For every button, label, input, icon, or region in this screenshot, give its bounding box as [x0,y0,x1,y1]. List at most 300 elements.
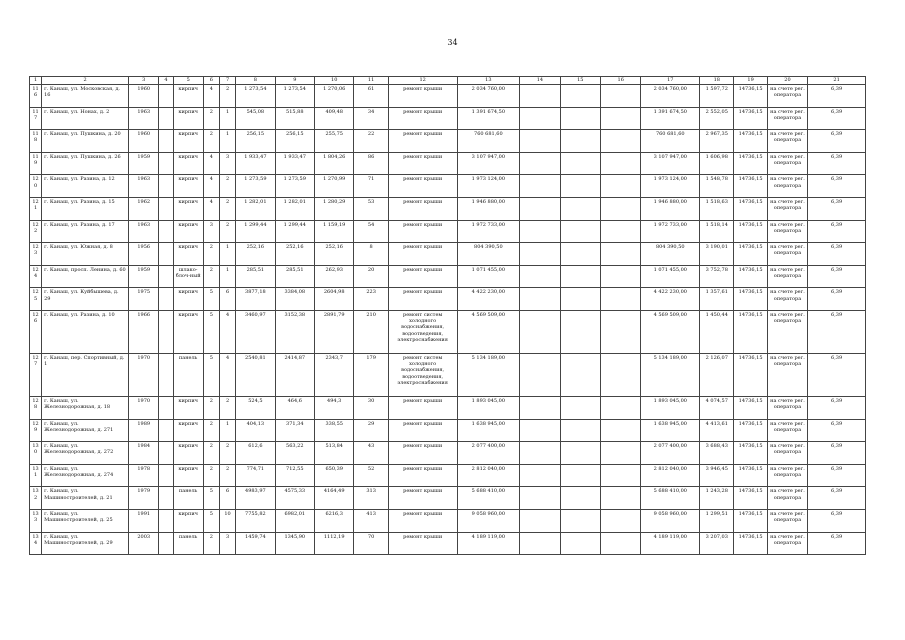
total-cost-cell: 1 071 455,00 [641,265,700,288]
owned-area-cell: 1 270,99 [315,175,354,198]
cost-limit-cell: 14736,15 [734,107,767,130]
unit-cost-cell: 3 946,45 [700,464,734,487]
fund-method-cell: на счете рег. оператора [767,85,807,108]
total-area-cell: 545,08 [236,107,275,130]
work-type-cell: ремонт крыши [388,288,457,311]
table-row [30,442,866,465]
entrances-cell: 2 [219,442,235,465]
total-cost-cell: 1 893 045,00 [641,396,700,419]
entrances-cell: 2 [219,175,235,198]
column-number-5: 5 [173,77,203,85]
wall-material-cell: кирпич [173,152,203,175]
unit-cost-cell: 1 518,63 [700,197,734,220]
column-number-7: 7 [219,77,235,85]
owned-area-cell: 262,93 [315,265,354,288]
row-number-cell: 127 [30,353,42,396]
row-number-cell: 121 [30,197,42,220]
owned-area-cell: 1112,19 [315,532,354,555]
col-16-cell [601,353,641,396]
fund-method-cell: на счете рег. оператора [767,419,807,442]
row-number-cell: 128 [30,396,42,419]
fund-method-cell: на счете рег. оператора [767,464,807,487]
col-16-cell [601,442,641,465]
cost-limit-cell: 14736,15 [734,509,767,532]
work-type-cell: ремонт крыши [388,487,457,510]
owned-area-cell: 650,39 [315,464,354,487]
unit-cost-cell: 1 243,28 [700,487,734,510]
year-built-cell: 1956 [129,243,159,266]
owned-area-cell: 252,16 [315,243,354,266]
residents-cell: 53 [354,197,388,220]
unit-cost-cell: 1 597,72 [700,85,734,108]
total-cost-cell: 5 688 410,00 [641,487,700,510]
work-type-cell: ремонт крыши [388,532,457,555]
cost-limit-cell: 14736,15 [734,175,767,198]
wall-material-cell: кирпич [173,464,203,487]
owned-area-cell: 1 159,19 [315,220,354,243]
living-area-cell: 515,88 [275,107,314,130]
residents-cell: 86 [354,152,388,175]
residents-cell: 20 [354,265,388,288]
cost-limit-cell: 14736,15 [734,197,767,220]
col-16-cell [601,419,641,442]
col-21-cell: 6,39 [808,220,866,243]
page-number: 34 [447,38,458,47]
col-4-cell [159,532,173,555]
work-type-cell: ремонт крыши [388,85,457,108]
wall-material-cell: кирпич [173,85,203,108]
floors-cell: 2 [203,265,219,288]
living-area-cell: 252,16 [275,243,314,266]
col-4-cell [159,175,173,198]
fund-method-cell: на счете рег. оператора [767,197,807,220]
owned-area-cell: 255,75 [315,130,354,153]
wall-material-cell: кирпич [173,243,203,266]
entrances-cell: 1 [219,265,235,288]
col-4-cell [159,107,173,130]
column-number-8: 8 [236,77,275,85]
unit-cost-cell: 1 606,98 [700,152,734,175]
unit-cost-cell: 1 299,51 [700,509,734,532]
column-number-2: 2 [42,77,129,85]
work-type-cell: ремонт систем холодного водоснабжения, водоотведения, электроснабжения [388,353,457,396]
total-cost-cell: 3 107 947,00 [641,152,700,175]
living-area-cell: 4575,33 [275,487,314,510]
row-number-cell: 125 [30,288,42,311]
table-row [30,130,866,153]
address-cell: г. Канаш, ул. Пушкина, д. 20 [42,130,129,153]
cost-limit-cell: 14736,15 [734,353,767,396]
column-number-16: 16 [601,77,641,85]
entrances-cell: 1 [219,107,235,130]
year-built-cell: 1963 [129,175,159,198]
year-built-cell: 1975 [129,288,159,311]
living-area-cell: 464,6 [275,396,314,419]
col-4-cell [159,85,173,108]
living-area-cell: 285,51 [275,265,314,288]
col-16-cell [601,487,641,510]
row-number-cell: 122 [30,220,42,243]
address-cell: г. Канаш, ул. Пушкина, д. 26 [42,152,129,175]
col-4-cell [159,265,173,288]
table-row [30,220,866,243]
work-type-cell: ремонт крыши [388,197,457,220]
entrances-cell: 2 [219,396,235,419]
total-cost-cell: 4 569 509,00 [641,310,700,353]
col-14-cell [520,152,560,175]
year-built-cell: 1963 [129,220,159,243]
col-14-cell [520,487,560,510]
fund-method-cell: на счете рег. оператора [767,152,807,175]
living-area-cell: 2414,87 [275,353,314,396]
owned-area-cell: 2343,7 [315,353,354,396]
year-built-cell: 1963 [129,107,159,130]
col-21-cell: 6,39 [808,152,866,175]
col-4-cell [159,464,173,487]
col-15-cell [560,419,600,442]
entrances-cell: 1 [219,243,235,266]
col-14-cell [520,509,560,532]
table-row [30,353,866,396]
col-16-cell [601,220,641,243]
total-area-cell: 524,5 [236,396,275,419]
floors-cell: 2 [203,442,219,465]
col-21-cell: 6,39 [808,509,866,532]
col-14-cell [520,396,560,419]
year-built-cell: 1959 [129,265,159,288]
address-cell: г. Канаш, ул. Разина, д. 17 [42,220,129,243]
col-21-cell: 6,39 [808,487,866,510]
col-15-cell [560,85,600,108]
floors-cell: 2 [203,396,219,419]
floors-cell: 2 [203,243,219,266]
column-number-18: 18 [700,77,734,85]
address-cell: г. Канаш, ул. Нонах, д. 2 [42,107,129,130]
col-14-cell [520,130,560,153]
entrances-cell: 2 [219,197,235,220]
col-4-cell [159,152,173,175]
fund-method-cell: на счете рег. оператора [767,487,807,510]
col-4-cell [159,220,173,243]
unit-cost-cell: 4 074,57 [700,396,734,419]
col-15-cell [560,152,600,175]
year-built-cell: 2003 [129,532,159,555]
cost-cell: 1 973 124,00 [457,175,520,198]
year-built-cell: 1978 [129,464,159,487]
work-type-cell: ремонт крыши [388,509,457,532]
col-16-cell [601,509,641,532]
col-16-cell [601,396,641,419]
column-number-10: 10 [315,77,354,85]
row-number-cell: 133 [30,509,42,532]
wall-material-cell: кирпич [173,509,203,532]
year-built-cell: 1959 [129,152,159,175]
column-number-6: 6 [203,77,219,85]
total-cost-cell: 4 422 230,00 [641,288,700,311]
col-14-cell [520,442,560,465]
cost-limit-cell: 14736,15 [734,85,767,108]
floors-cell: 2 [203,532,219,555]
col-14-cell [520,310,560,353]
unit-cost-cell: 4 413,61 [700,419,734,442]
total-area-cell: 285,51 [236,265,275,288]
col-4-cell [159,509,173,532]
living-area-cell: 256,15 [275,130,314,153]
col-4-cell [159,353,173,396]
total-cost-cell: 1 973 124,00 [641,175,700,198]
col-21-cell: 6,39 [808,265,866,288]
total-cost-cell: 9 058 960,00 [641,509,700,532]
year-built-cell: 1966 [129,310,159,353]
entrances-cell: 1 [219,419,235,442]
cost-limit-cell: 14736,15 [734,396,767,419]
total-area-cell: 1 273,59 [236,175,275,198]
floors-cell: 4 [203,85,219,108]
col-21-cell: 6,39 [808,197,866,220]
work-type-cell: ремонт крыши [388,243,457,266]
cost-cell: 5 688 410,00 [457,487,520,510]
unit-cost-cell: 1 357,61 [700,288,734,311]
unit-cost-cell: 2 126,07 [700,353,734,396]
residents-cell: 52 [354,464,388,487]
col-4-cell [159,288,173,311]
work-type-cell: ремонт систем холодного водоснабжения, водоотведения, электроснабжения [388,310,457,353]
row-number-cell: 131 [30,464,42,487]
cost-cell: 9 058 960,00 [457,509,520,532]
col-15-cell [560,509,600,532]
entrances-cell: 6 [219,288,235,311]
table-row [30,464,866,487]
col-14-cell [520,265,560,288]
unit-cost-cell: 3 190,01 [700,243,734,266]
unit-cost-cell: 1 518,14 [700,220,734,243]
total-cost-cell: 2 812 040,00 [641,464,700,487]
total-cost-cell: 1 946 880,00 [641,197,700,220]
owned-area-cell: 513,84 [315,442,354,465]
address-cell: г. Канаш, ул. Московская, д. 16 [42,85,129,108]
total-cost-cell: 1 391 674,50 [641,107,700,130]
unit-cost-cell: 3 688,43 [700,442,734,465]
residents-cell: 8 [354,243,388,266]
col-4-cell [159,442,173,465]
address-cell: г. Канаш, ул. Железнодорожная, д. 271 [42,419,129,442]
total-cost-cell: 5 134 189,00 [641,353,700,396]
col-15-cell [560,107,600,130]
owned-area-cell: 2604,98 [315,288,354,311]
column-number-15: 15 [560,77,600,85]
table-row [30,85,866,108]
cost-limit-cell: 14736,15 [734,419,767,442]
total-area-cell: 1 299,44 [236,220,275,243]
floors-cell: 3 [203,220,219,243]
col-16-cell [601,243,641,266]
floors-cell: 2 [203,464,219,487]
col-4-cell [159,310,173,353]
fund-method-cell: на счете рег. оператора [767,353,807,396]
total-cost-cell: 804 390,50 [641,243,700,266]
address-cell: г. Канаш, ул. Машиностроителей, д. 29 [42,532,129,555]
fund-method-cell: на счете рег. оператора [767,220,807,243]
cost-cell: 1 391 674,50 [457,107,520,130]
row-number-cell: 130 [30,442,42,465]
fund-method-cell: на счете рег. оператора [767,509,807,532]
owned-area-cell: 494,3 [315,396,354,419]
col-15-cell [560,197,600,220]
work-type-cell: ремонт крыши [388,442,457,465]
cost-cell: 1 071 455,00 [457,265,520,288]
col-21-cell: 6,39 [808,532,866,555]
col-14-cell [520,419,560,442]
total-area-cell: 252,16 [236,243,275,266]
col-4-cell [159,487,173,510]
fund-method-cell: на счете рег. оператора [767,532,807,555]
entrances-cell: 6 [219,487,235,510]
col-21-cell: 6,39 [808,175,866,198]
wall-material-cell: кирпич [173,310,203,353]
total-cost-cell: 760 681,60 [641,130,700,153]
cost-limit-cell: 14736,15 [734,243,767,266]
col-4-cell [159,243,173,266]
year-built-cell: 1984 [129,442,159,465]
cost-cell: 804 390,50 [457,243,520,266]
address-cell: г. Канаш, ул. Железнодорожная, д. 272 [42,442,129,465]
fund-method-cell: на счете рег. оператора [767,310,807,353]
residents-cell: 43 [354,442,388,465]
address-cell: г. Канаш, пер. Спортивный, д. 1 [42,353,129,396]
owned-area-cell: 6216,3 [315,509,354,532]
wall-material-cell: кирпич [173,130,203,153]
residents-cell: 29 [354,419,388,442]
row-number-cell: 119 [30,152,42,175]
cost-cell: 760 681,60 [457,130,520,153]
col-15-cell [560,220,600,243]
entrances-cell: 10 [219,509,235,532]
col-4-cell [159,419,173,442]
wall-material-cell: кирпич [173,288,203,311]
column-number-19: 19 [734,77,767,85]
total-area-cell: 256,15 [236,130,275,153]
table-row [30,175,866,198]
address-cell: г. Канаш, ул. Машиностроителей, д. 21 [42,487,129,510]
table-row [30,487,866,510]
col-21-cell: 6,39 [808,85,866,108]
work-type-cell: ремонт крыши [388,152,457,175]
table-row [30,532,866,555]
cost-cell: 2 077 400,00 [457,442,520,465]
floors-cell: 4 [203,197,219,220]
unit-cost-cell: 3 207,03 [700,532,734,555]
residents-cell: 34 [354,107,388,130]
total-area-cell: 4983,97 [236,487,275,510]
living-area-cell: 1 273,59 [275,175,314,198]
total-area-cell: 404,13 [236,419,275,442]
col-15-cell [560,442,600,465]
table-row [30,243,866,266]
living-area-cell: 1 933,47 [275,152,314,175]
year-built-cell: 1979 [129,487,159,510]
unit-cost-cell: 1 450,44 [700,310,734,353]
cost-cell: 1 893 045,00 [457,396,520,419]
fund-method-cell: на счете рег. оператора [767,396,807,419]
col-4-cell [159,130,173,153]
column-number-13: 13 [457,77,520,85]
col-21-cell: 6,39 [808,130,866,153]
col-16-cell [601,532,641,555]
cost-limit-cell: 14736,15 [734,130,767,153]
table-row [30,197,866,220]
residents-cell: 22 [354,130,388,153]
col-21-cell: 6,39 [808,310,866,353]
floors-cell: 2 [203,130,219,153]
total-cost-cell: 4 189 119,00 [641,532,700,555]
living-area-cell: 1 299,44 [275,220,314,243]
residents-cell: 210 [354,310,388,353]
col-21-cell: 6,39 [808,442,866,465]
row-number-cell: 124 [30,265,42,288]
col-14-cell [520,220,560,243]
residents-cell: 54 [354,220,388,243]
work-type-cell: ремонт крыши [388,130,457,153]
address-cell: г. Канаш, ул. Разина, д. 10 [42,310,129,353]
column-number-20: 20 [767,77,807,85]
col-14-cell [520,464,560,487]
col-4-cell [159,396,173,419]
residents-cell: 313 [354,487,388,510]
floors-cell: 4 [203,152,219,175]
table-row [30,265,866,288]
cost-cell: 1 638 945,00 [457,419,520,442]
col-16-cell [601,107,641,130]
col-15-cell [560,310,600,353]
entrances-cell: 2 [219,85,235,108]
year-built-cell: 1962 [129,197,159,220]
floors-cell: 5 [203,310,219,353]
total-area-cell: 3460,97 [236,310,275,353]
floors-cell: 5 [203,509,219,532]
total-area-cell: 2540,81 [236,353,275,396]
entrances-cell: 3 [219,532,235,555]
address-cell: г. Канаш, ул. Железнодорожная, д. 18 [42,396,129,419]
floors-cell: 4 [203,175,219,198]
col-21-cell: 6,39 [808,288,866,311]
col-15-cell [560,265,600,288]
residents-cell: 413 [354,509,388,532]
total-area-cell: 1 933,47 [236,152,275,175]
col-16-cell [601,197,641,220]
row-number-cell: 118 [30,130,42,153]
table-body [30,85,866,555]
wall-material-cell: кирпич [173,419,203,442]
col-16-cell [601,265,641,288]
wall-material-cell: кирпич [173,175,203,198]
work-type-cell: ремонт крыши [388,464,457,487]
col-21-cell: 6,39 [808,107,866,130]
work-type-cell: ремонт крыши [388,396,457,419]
col-14-cell [520,107,560,130]
col-16-cell [601,310,641,353]
wall-material-cell: кирпич [173,107,203,130]
cost-limit-cell: 14736,15 [734,152,767,175]
cost-limit-cell: 14736,15 [734,310,767,353]
entrances-cell: 2 [219,464,235,487]
column-number-17: 17 [641,77,700,85]
living-area-cell: 1 273,54 [275,85,314,108]
entrances-cell: 2 [219,220,235,243]
year-built-cell: 1989 [129,419,159,442]
owned-area-cell: 409,48 [315,107,354,130]
total-area-cell: 612,6 [236,442,275,465]
address-cell: г. Канаш, ул. Куйбышева, д. 29 [42,288,129,311]
